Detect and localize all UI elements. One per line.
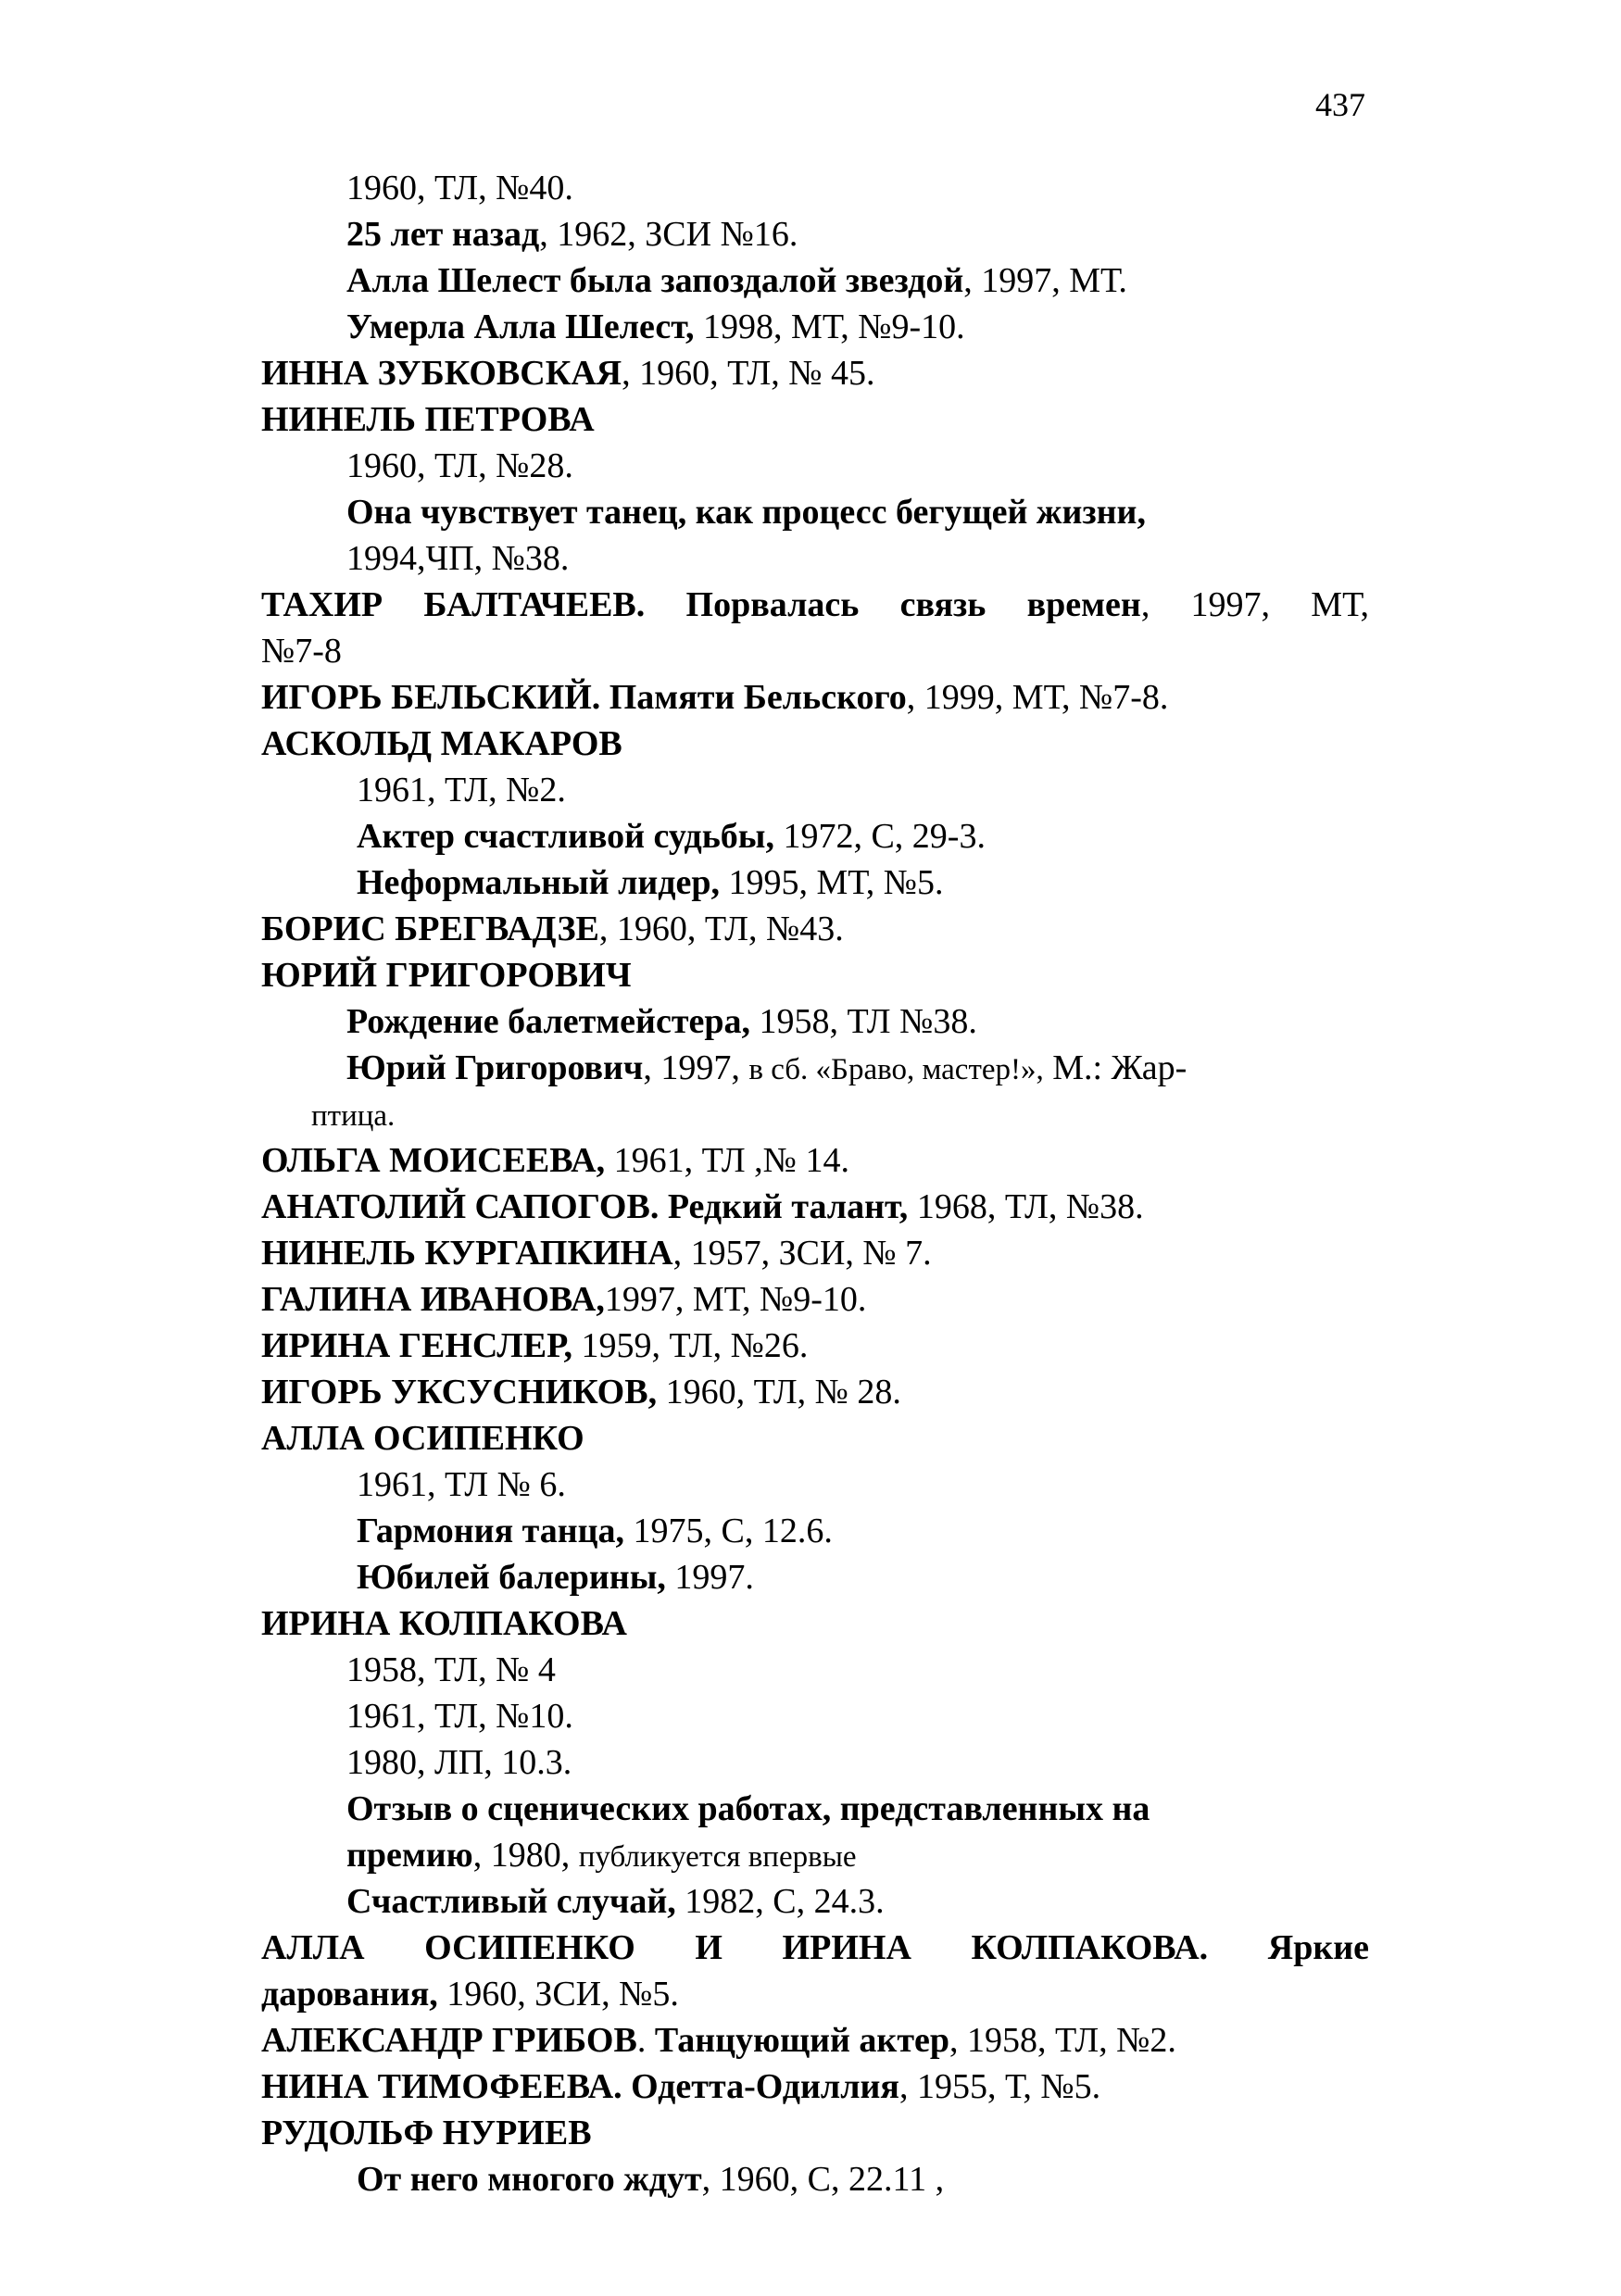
entry-heading-text: премию [346, 1836, 473, 1875]
bibliography-line [261, 1554, 1369, 1600]
entry-heading-text: НИНА ТИМОФЕЕВА. Одетта-Одиллия [261, 2067, 899, 2106]
bibliography-line [261, 211, 1369, 257]
entry-citation-text: 1960, ТЛ, №40. [346, 169, 573, 207]
bibliography-line [261, 1832, 1369, 1878]
bibliography-line [261, 1878, 1369, 1925]
bibliography-line [261, 1323, 1369, 1369]
bibliography-line [261, 674, 1369, 721]
bibliography-line [261, 628, 1369, 674]
bibliography-line [261, 582, 1369, 628]
entry-citation-text: публикуется впервые [578, 1840, 857, 1874]
entry-heading-text: АЛЛА ОСИПЕНКО [261, 1419, 584, 1458]
bibliography-line [261, 998, 1369, 1045]
bibliography-line [261, 952, 1369, 998]
entry-citation-text: 1998, МТ, №9-10. [694, 307, 965, 346]
bibliography-line [261, 1045, 1369, 1091]
bibliography-line [261, 2017, 1369, 2064]
bibliography-line [261, 1600, 1369, 1647]
entry-citation-text: , 1997, МТ, [1140, 585, 1369, 624]
entry-citation-text: 1961, ТЛ, №2. [357, 771, 566, 809]
entry-citation-text: 1982, С, 24.3. [675, 1882, 885, 1921]
bibliography-line [261, 165, 1369, 211]
bibliography-line [261, 2156, 1369, 2202]
bibliography-line [261, 906, 1369, 952]
entry-citation-text: 1995, МТ, №5. [720, 863, 944, 902]
entry-citation-text: в сб. «Браво, мастер!», [748, 1053, 1044, 1086]
entry-citation-text: 1958, ТЛ №38. [749, 1002, 977, 1041]
bibliography-line [261, 1184, 1369, 1230]
entry-heading-text: 25 лет назад [346, 215, 540, 254]
entry-citation-text: 1961, ТЛ ,№ 14. [605, 1141, 849, 1180]
entry-heading-text: Гармония танца, [357, 1512, 625, 1550]
entry-citation-text: , 1960, С, 22.11 , [701, 2160, 945, 2199]
entry-heading-text: АНАТОЛИЙ САПОГОВ. Редкий талант, [261, 1187, 909, 1226]
entry-heading-text: Неформальный лидер, [357, 863, 721, 902]
entry-heading-text: ТАХИР БАЛТАЧЕЕВ. Порвалась связь времен [261, 585, 1141, 624]
entry-citation-text: 1972, С, 29-3. [773, 817, 986, 856]
bibliography-line [261, 1508, 1369, 1554]
entry-heading-text: Юрий Григорович [346, 1048, 644, 1087]
bibliography-line [261, 1739, 1369, 1786]
entry-heading-text: Умерла Алла Шелест, [346, 307, 695, 346]
entry-heading-text: ИННА ЗУБКОВСКАЯ [261, 354, 622, 393]
entry-heading-text: АСКОЛЬД МАКАРОВ [261, 724, 622, 763]
entry-heading-text: НИНЕЛЬ ПЕТРОВА [261, 400, 595, 439]
bibliography-line [261, 1230, 1369, 1276]
bibliography-line [261, 1415, 1369, 1462]
bibliography-line [261, 1091, 1369, 1137]
bibliography-line [261, 2110, 1369, 2156]
entry-heading-text: ИРИНА ГЕНСЛЕР, [261, 1326, 573, 1365]
entry-citation-text: 1958, ТЛ, № 4 [346, 1650, 556, 1689]
entry-heading-text: ИГОРЬ УКСУСНИКОВ, [261, 1373, 658, 1411]
entry-citation-text: , 1955, Т, №5. [899, 2067, 1101, 2106]
entry-citation-text: птица. [311, 1099, 396, 1133]
bibliography-line [261, 721, 1369, 767]
entry-citation-text: 1980, ЛП, 10.3. [346, 1743, 572, 1782]
entry-heading-text: Алла Шелест была запоздалой звездой [346, 261, 964, 300]
bibliography-line [261, 813, 1369, 859]
entry-citation-text: №7-8 [261, 632, 342, 671]
bibliography-line [261, 1647, 1369, 1693]
bibliography-line [261, 2064, 1369, 2110]
bibliography-line [261, 304, 1369, 350]
bibliography-line [261, 859, 1369, 906]
bibliography-line [261, 1693, 1369, 1739]
page-number: 437 [1315, 86, 1365, 123]
entry-heading-text: ГАЛИНА ИВАНОВА, [261, 1280, 605, 1319]
bibliography-line [261, 1369, 1369, 1415]
entry-heading-text: Юбилей балерины, [357, 1558, 666, 1597]
entry-citation-text: 1960, ТЛ, № 28. [657, 1373, 901, 1411]
entry-citation-text: , 1958, ТЛ, №2. [949, 2021, 1176, 2060]
entry-heading-text: ИГОРЬ БЕЛЬСКИЙ. Памяти Бельского [261, 678, 907, 717]
entry-citation-text: , 1997, МТ. [963, 261, 1127, 300]
entry-heading-text: ЮРИЙ ГРИГОРОВИЧ [261, 956, 632, 995]
entry-citation-text: 1961, ТЛ, №10. [346, 1697, 573, 1736]
bibliography-line [261, 1462, 1369, 1508]
bibliography-line [261, 257, 1369, 304]
bibliography-line [261, 396, 1369, 443]
bibliography-line [261, 1971, 1369, 2017]
entry-citation-text: 1960, ЗСИ, №5. [437, 1975, 679, 2014]
entry-heading-text: Актер счастливой судьбы, [357, 817, 774, 856]
entry-citation-text: , 1997, [643, 1048, 749, 1087]
entry-citation-text: 1959, ТЛ, №26. [572, 1326, 809, 1365]
entry-heading-text: От него многого ждут [357, 2160, 702, 2199]
entry-citation-text: , 1962, ЗСИ №16. [539, 215, 798, 254]
entry-citation-text: М.: Жар- [1043, 1048, 1187, 1087]
entry-heading-text: АЛЕКСАНДР ГРИБОВ [261, 2021, 637, 2060]
bibliography-line [261, 1786, 1369, 1832]
bibliography-line [261, 350, 1369, 396]
bibliography-list [261, 165, 1369, 2202]
entry-citation-text: . [636, 2021, 655, 2060]
entry-citation-text: , 1960, ТЛ, №43. [598, 910, 844, 948]
entry-heading-text: Рождение балетмейстера, [346, 1002, 750, 1041]
entry-heading-text: АЛЛА ОСИПЕНКО И ИРИНА КОЛПАКОВА. Яркие [261, 1928, 1369, 1967]
entry-heading-text: Отзыв о сценических работах, представленных на [346, 1789, 1150, 1828]
entry-heading-text: БОРИС БРЕГВАДЗЕ [261, 910, 599, 948]
entry-citation-text: 1997. [665, 1558, 754, 1597]
entry-heading-text: Счастливый случай, [346, 1882, 676, 1921]
bibliography-line [261, 767, 1369, 813]
entry-heading-text: Танцующий актер [654, 2021, 949, 2060]
entry-citation-text: 1997, МТ, №9-10. [604, 1280, 867, 1319]
bibliography-line [261, 535, 1369, 582]
entry-citation-text: , 1980, [472, 1836, 579, 1875]
entry-heading-text: ИРИНА КОЛПАКОВА [261, 1604, 627, 1643]
bibliography-line [261, 489, 1369, 535]
entry-citation-text: 1961, ТЛ № 6. [357, 1465, 566, 1504]
entry-citation-text: , 1957, ЗСИ, № 7. [672, 1234, 932, 1273]
entry-citation-text: , 1960, ТЛ, № 45. [622, 354, 875, 393]
entry-citation-text: , 1999, МТ, №7-8. [906, 678, 1169, 717]
entry-citation-text: 1960, ТЛ, №28. [346, 446, 573, 485]
entry-heading-text: ОЛЬГА МОИСЕЕВА, [261, 1141, 606, 1180]
bibliography-line [261, 1276, 1369, 1323]
bibliography-line [261, 1137, 1369, 1184]
entry-heading-text: дарования, [261, 1975, 438, 2014]
entry-citation-text: 1994,ЧП, №38. [346, 539, 570, 578]
entry-citation-text: 1975, С, 12.6. [624, 1512, 833, 1550]
entry-heading-text: НИНЕЛЬ КУРГАПКИНА [261, 1234, 673, 1273]
entry-heading-text: РУДОЛЬФ НУРИЕВ [261, 2114, 592, 2152]
entry-heading-text: Она чувствует танец, как процесс бегущей жизни, [346, 493, 1146, 532]
entry-citation-text: 1968, ТЛ, №38. [908, 1187, 1144, 1226]
bibliography-line [261, 443, 1369, 489]
bibliography-line [261, 1925, 1369, 1971]
